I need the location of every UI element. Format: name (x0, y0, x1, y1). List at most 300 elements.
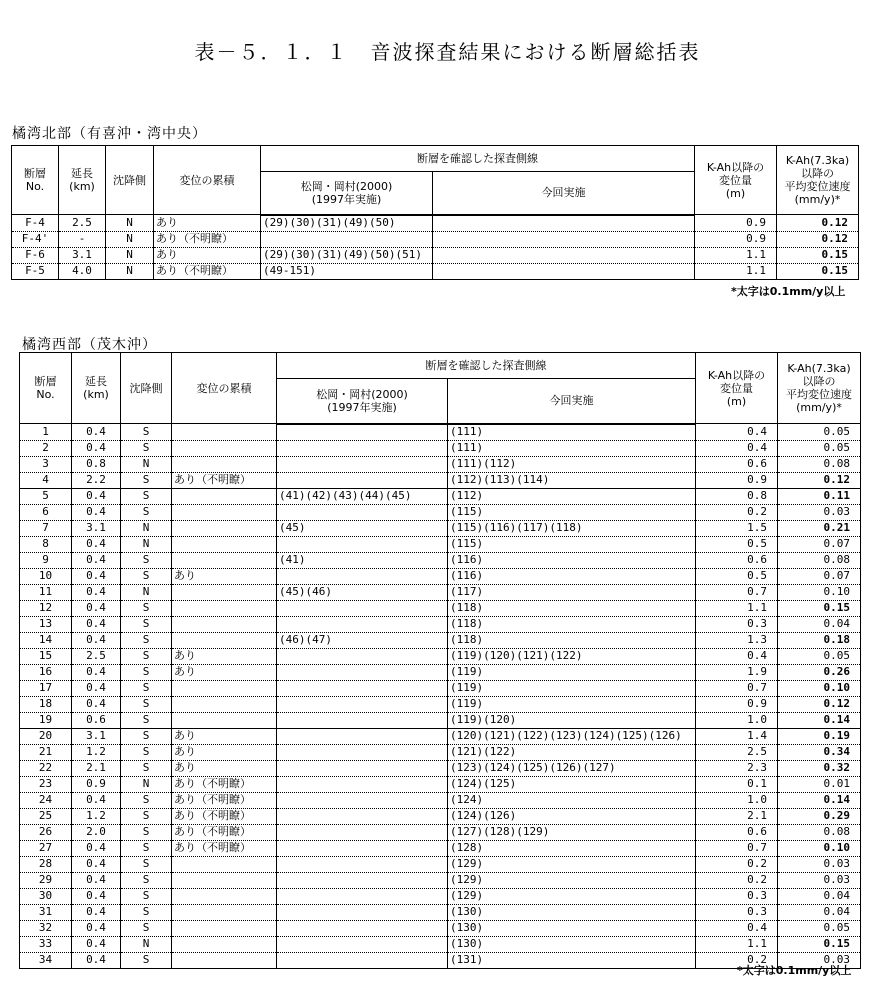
cell-prior-lines (277, 824, 448, 840)
table-row (20, 872, 861, 888)
cell-rate: 0.08 (778, 824, 861, 840)
cell-displacement: 2.5 (696, 744, 778, 760)
cell-displacement: 0.7 (696, 680, 778, 696)
cell-length: 0.4 (72, 632, 121, 648)
cell-accumulation: あり (172, 664, 277, 680)
table-row (20, 824, 861, 840)
cell-subsiding-side: S (121, 952, 172, 968)
cell-prior-lines (277, 536, 448, 552)
cell-accumulation (172, 600, 277, 616)
cell-subsiding-side: S (121, 424, 172, 441)
cell-length: 0.4 (72, 840, 121, 856)
cell-subsiding-side: N (121, 584, 172, 600)
cell-rate: 0.26 (778, 664, 861, 680)
cell-displacement: 0.3 (696, 616, 778, 632)
cell-length: 2.0 (72, 824, 121, 840)
cell-rate: 0.10 (778, 680, 861, 696)
cell-subsiding-side: S (121, 504, 172, 520)
table-row (20, 808, 861, 824)
cell-current-lines: (118) (448, 632, 696, 648)
cell-rate: 0.15 (777, 263, 859, 279)
header-side: 沈降側 (106, 146, 154, 215)
cell-fault-no: 11 (20, 584, 72, 600)
cell-prior-lines (277, 776, 448, 792)
cell-prior-lines (277, 472, 448, 488)
table-row (12, 215, 859, 232)
cell-current-lines: (117) (448, 584, 696, 600)
cell-accumulation: あり (154, 215, 261, 232)
cell-subsiding-side: S (121, 856, 172, 872)
cell-current-lines: (115)(116)(117)(118) (448, 520, 696, 536)
cell-current-lines (433, 215, 695, 232)
cell-accumulation: あり (172, 760, 277, 776)
cell-accumulation (172, 888, 277, 904)
cell-fault-no: 12 (20, 600, 72, 616)
table-row (12, 247, 859, 263)
cell-accumulation (172, 488, 277, 504)
cell-displacement: 0.7 (696, 840, 778, 856)
cell-fault-no: 2 (20, 440, 72, 456)
cell-displacement: 0.6 (696, 824, 778, 840)
cell-length: 0.4 (72, 536, 121, 552)
cell-current-lines: (127)(128)(129) (448, 824, 696, 840)
cell-accumulation: あり (172, 744, 277, 760)
cell-subsiding-side: S (121, 632, 172, 648)
cell-prior-lines: (45) (277, 520, 448, 536)
cell-subsiding-side: S (121, 696, 172, 712)
cell-displacement: 1.9 (696, 664, 778, 680)
cell-fault-no: 17 (20, 680, 72, 696)
cell-subsiding-side: S (121, 888, 172, 904)
table-row (12, 231, 859, 247)
cell-rate: 0.15 (777, 247, 859, 263)
cell-length: 0.4 (72, 600, 121, 616)
cell-displacement: 0.1 (696, 776, 778, 792)
cell-subsiding-side: S (121, 792, 172, 808)
cell-accumulation (172, 696, 277, 712)
cell-rate: 0.07 (778, 568, 861, 584)
cell-accumulation: あり（不明瞭） (154, 231, 261, 247)
cell-current-lines: (124) (448, 792, 696, 808)
cell-fault-no: 16 (20, 664, 72, 680)
cell-length: 0.4 (72, 440, 121, 456)
cell-rate: 0.03 (778, 872, 861, 888)
cell-fault-no: 27 (20, 840, 72, 856)
cell-fault-no: F-4 (12, 215, 59, 232)
header-current: 今回実施 (448, 379, 696, 424)
cell-current-lines: (115) (448, 504, 696, 520)
cell-length: 0.4 (72, 872, 121, 888)
cell-fault-no: 3 (20, 456, 72, 472)
cell-rate: 0.08 (778, 456, 861, 472)
cell-prior-lines (277, 840, 448, 856)
cell-subsiding-side: S (121, 600, 172, 616)
cell-displacement: 0.8 (696, 488, 778, 504)
cell-current-lines: (120)(121)(122)(123)(124)(125)(126) (448, 728, 696, 744)
cell-subsiding-side: S (121, 616, 172, 632)
cell-subsiding-side: N (121, 456, 172, 472)
cell-length: 0.4 (72, 680, 121, 696)
table-row (20, 600, 861, 616)
cell-rate: 0.03 (778, 856, 861, 872)
table-row (20, 728, 861, 744)
cell-fault-no: 5 (20, 488, 72, 504)
fault-table-west (19, 352, 861, 969)
header-side: 沈降側 (121, 353, 172, 424)
cell-subsiding-side: S (121, 568, 172, 584)
header-rate: K-Ah(7.3ka) 以降の 平均変位速度 (mm/y)* (777, 146, 859, 215)
cell-current-lines: (130) (448, 936, 696, 952)
table-row (20, 712, 861, 728)
cell-length: 1.2 (72, 744, 121, 760)
cell-prior-lines (277, 568, 448, 584)
cell-length: 4.0 (59, 263, 106, 279)
cell-current-lines: (116) (448, 568, 696, 584)
cell-length: 3.1 (59, 247, 106, 263)
cell-rate: 0.14 (778, 792, 861, 808)
cell-prior-lines (277, 872, 448, 888)
cell-fault-no: 13 (20, 616, 72, 632)
cell-subsiding-side: N (121, 536, 172, 552)
cell-rate: 0.07 (778, 536, 861, 552)
cell-displacement: 0.4 (696, 648, 778, 664)
cell-accumulation (172, 856, 277, 872)
cell-fault-no: F-6 (12, 247, 59, 263)
cell-fault-no: 14 (20, 632, 72, 648)
cell-rate: 0.05 (778, 920, 861, 936)
cell-current-lines: (129) (448, 872, 696, 888)
cell-displacement: 0.9 (695, 231, 777, 247)
cell-prior-lines: (29)(30)(31)(49)(50) (261, 215, 433, 232)
cell-length: 3.1 (72, 728, 121, 744)
cell-length: 0.4 (72, 584, 121, 600)
cell-length: 0.4 (72, 504, 121, 520)
cell-accumulation (172, 616, 277, 632)
cell-subsiding-side: S (121, 760, 172, 776)
cell-displacement: 0.7 (696, 584, 778, 600)
cell-fault-no: 25 (20, 808, 72, 824)
cell-rate: 0.21 (778, 520, 861, 536)
cell-current-lines: (112)(113)(114) (448, 472, 696, 488)
cell-prior-lines: (41) (277, 552, 448, 568)
cell-current-lines: (130) (448, 920, 696, 936)
cell-length: 0.4 (72, 920, 121, 936)
cell-displacement: 0.6 (696, 552, 778, 568)
table-row (20, 552, 861, 568)
cell-fault-no: 19 (20, 712, 72, 728)
cell-current-lines: (128) (448, 840, 696, 856)
cell-fault-no: 4 (20, 472, 72, 488)
cell-accumulation: あり (172, 568, 277, 584)
cell-displacement: 0.4 (696, 424, 778, 441)
cell-fault-no: 32 (20, 920, 72, 936)
table-row (20, 776, 861, 792)
cell-fault-no: 9 (20, 552, 72, 568)
table-row (20, 488, 861, 504)
cell-current-lines: (119)(120) (448, 712, 696, 728)
cell-prior-lines (277, 856, 448, 872)
header-disp: K-Ah以降の 変位量 (m) (695, 146, 777, 215)
cell-current-lines (433, 247, 695, 263)
cell-rate: 0.10 (778, 584, 861, 600)
page-title: 表－５．１．１ 音波探査結果における断層総括表 (194, 40, 701, 64)
table-row (20, 648, 861, 664)
cell-displacement: 0.3 (696, 904, 778, 920)
cell-displacement: 2.3 (696, 760, 778, 776)
cell-accumulation: あり（不明瞭） (172, 824, 277, 840)
header-length: 延長 (km) (72, 353, 121, 424)
cell-prior-lines (277, 424, 448, 441)
cell-subsiding-side: S (121, 904, 172, 920)
cell-prior-lines (277, 888, 448, 904)
cell-current-lines: (119) (448, 664, 696, 680)
table-row (20, 840, 861, 856)
cell-displacement: 0.2 (696, 504, 778, 520)
cell-subsiding-side: S (121, 728, 172, 744)
cell-accumulation: あり（不明瞭） (172, 472, 277, 488)
cell-current-lines: (129) (448, 888, 696, 904)
header-lines: 断層を確認した探査側線 (277, 353, 696, 379)
cell-current-lines: (119) (448, 696, 696, 712)
cell-length: 0.8 (72, 456, 121, 472)
cell-displacement: 1.5 (696, 520, 778, 536)
cell-rate: 0.29 (778, 808, 861, 824)
cell-fault-no: 28 (20, 856, 72, 872)
cell-prior-lines (277, 504, 448, 520)
cell-length: 0.4 (72, 424, 121, 441)
table-row (20, 456, 861, 472)
bold-note-west: *太字は0.1mm/y以上 (737, 964, 852, 977)
cell-fault-no: 15 (20, 648, 72, 664)
cell-subsiding-side: N (106, 231, 154, 247)
fault-table-north (11, 145, 859, 280)
cell-displacement: 0.2 (696, 856, 778, 872)
cell-prior-lines (277, 696, 448, 712)
table-row (20, 696, 861, 712)
cell-length: 2.5 (59, 215, 106, 232)
table-row (20, 888, 861, 904)
cell-rate: 0.01 (778, 776, 861, 792)
cell-rate: 0.15 (778, 936, 861, 952)
cell-rate: 0.10 (778, 840, 861, 856)
header-no: 断層 No. (20, 353, 72, 424)
cell-subsiding-side: S (121, 472, 172, 488)
cell-subsiding-side: S (121, 648, 172, 664)
cell-fault-no: 10 (20, 568, 72, 584)
cell-current-lines (433, 263, 695, 279)
cell-subsiding-side: S (121, 552, 172, 568)
cell-rate: 0.12 (778, 472, 861, 488)
table-row (12, 263, 859, 279)
cell-current-lines: (124)(126) (448, 808, 696, 824)
cell-accumulation (172, 536, 277, 552)
header-accum: 変位の累積 (154, 146, 261, 215)
cell-prior-lines (277, 456, 448, 472)
cell-prior-lines (277, 600, 448, 616)
cell-fault-no: 26 (20, 824, 72, 840)
table-row (20, 664, 861, 680)
cell-accumulation (172, 872, 277, 888)
cell-length: 0.4 (72, 568, 121, 584)
cell-prior-lines: (41)(42)(43)(44)(45) (277, 488, 448, 504)
cell-subsiding-side: N (121, 520, 172, 536)
cell-rate: 0.04 (778, 904, 861, 920)
cell-current-lines: (111) (448, 424, 696, 441)
section-title-west: 橘湾西部（茂木沖） (22, 337, 157, 353)
cell-prior-lines (277, 664, 448, 680)
cell-length: 0.4 (72, 952, 121, 968)
cell-accumulation (172, 680, 277, 696)
cell-fault-no: 22 (20, 760, 72, 776)
cell-rate: 0.34 (778, 744, 861, 760)
cell-accumulation: あり（不明瞭） (172, 776, 277, 792)
cell-displacement: 0.5 (696, 536, 778, 552)
table-row (20, 792, 861, 808)
cell-subsiding-side: S (121, 712, 172, 728)
cell-prior-lines (277, 808, 448, 824)
cell-displacement: 0.3 (696, 888, 778, 904)
cell-subsiding-side: N (121, 936, 172, 952)
table-row (20, 744, 861, 760)
cell-rate: 0.14 (778, 712, 861, 728)
cell-rate: 0.03 (778, 504, 861, 520)
cell-current-lines (433, 231, 695, 247)
cell-subsiding-side: N (121, 776, 172, 792)
header-prior: 松岡・岡村(2000) (1997年実施) (261, 172, 433, 215)
cell-current-lines: (118) (448, 600, 696, 616)
cell-accumulation (172, 424, 277, 441)
cell-rate: 0.11 (778, 488, 861, 504)
cell-current-lines: (116) (448, 552, 696, 568)
cell-subsiding-side: S (121, 808, 172, 824)
cell-rate: 0.05 (778, 648, 861, 664)
cell-accumulation (172, 920, 277, 936)
cell-fault-no: 30 (20, 888, 72, 904)
cell-current-lines: (111) (448, 440, 696, 456)
cell-rate: 0.08 (778, 552, 861, 568)
cell-displacement: 0.2 (696, 872, 778, 888)
cell-fault-no: 34 (20, 952, 72, 968)
table-row (20, 440, 861, 456)
cell-prior-lines (277, 728, 448, 744)
cell-current-lines: (121)(122) (448, 744, 696, 760)
table-row (20, 760, 861, 776)
cell-fault-no: 18 (20, 696, 72, 712)
cell-accumulation (172, 552, 277, 568)
cell-subsiding-side: S (121, 744, 172, 760)
cell-length: 0.4 (72, 696, 121, 712)
cell-accumulation: あり（不明瞭） (172, 840, 277, 856)
cell-prior-lines (277, 904, 448, 920)
cell-displacement: 1.0 (696, 712, 778, 728)
cell-length: 2.1 (72, 760, 121, 776)
cell-prior-lines: (46)(47) (277, 632, 448, 648)
cell-fault-no: F-5 (12, 263, 59, 279)
cell-accumulation: あり (172, 648, 277, 664)
table-row (20, 936, 861, 952)
bold-note-north: *太字は0.1mm/y以上 (731, 285, 846, 298)
cell-length: 0.4 (72, 488, 121, 504)
cell-displacement: 1.3 (696, 632, 778, 648)
cell-fault-no: 33 (20, 936, 72, 952)
cell-rate: 0.03 (778, 952, 861, 968)
cell-prior-lines (277, 680, 448, 696)
cell-prior-lines: (29)(30)(31)(49)(50)(51) (261, 247, 433, 263)
cell-prior-lines (277, 712, 448, 728)
cell-rate: 0.05 (778, 424, 861, 441)
cell-displacement: 1.4 (696, 728, 778, 744)
cell-subsiding-side: S (121, 680, 172, 696)
cell-subsiding-side: S (121, 824, 172, 840)
cell-accumulation (172, 904, 277, 920)
cell-current-lines: (118) (448, 616, 696, 632)
cell-prior-lines (277, 616, 448, 632)
cell-fault-no: 8 (20, 536, 72, 552)
cell-subsiding-side: S (121, 664, 172, 680)
table-row (20, 616, 861, 632)
table-row (20, 568, 861, 584)
cell-accumulation (172, 504, 277, 520)
cell-rate: 0.05 (778, 440, 861, 456)
cell-length: - (59, 231, 106, 247)
cell-accumulation: あり（不明瞭） (172, 808, 277, 824)
cell-fault-no: 7 (20, 520, 72, 536)
header-accum: 変位の累積 (172, 353, 277, 424)
cell-length: 0.4 (72, 936, 121, 952)
cell-displacement: 0.4 (696, 440, 778, 456)
cell-current-lines: (129) (448, 856, 696, 872)
cell-subsiding-side: S (121, 488, 172, 504)
cell-displacement: 0.2 (696, 952, 778, 968)
cell-displacement: 0.6 (696, 456, 778, 472)
cell-displacement: 0.9 (696, 472, 778, 488)
cell-rate: 0.04 (778, 616, 861, 632)
header-lines: 断層を確認した探査側線 (261, 146, 695, 172)
cell-current-lines: (115) (448, 536, 696, 552)
table-row (20, 584, 861, 600)
header-disp: K-Ah以降の 変位量 (m) (696, 353, 778, 424)
cell-fault-no: 21 (20, 744, 72, 760)
cell-length: 1.2 (72, 808, 121, 824)
cell-length: 0.6 (72, 712, 121, 728)
cell-current-lines: (112) (448, 488, 696, 504)
cell-length: 2.2 (72, 472, 121, 488)
cell-current-lines: (131) (448, 952, 696, 968)
cell-subsiding-side: S (121, 920, 172, 936)
cell-displacement: 1.1 (696, 600, 778, 616)
cell-length: 3.1 (72, 520, 121, 536)
cell-length: 2.5 (72, 648, 121, 664)
table-row (20, 920, 861, 936)
cell-length: 0.9 (72, 776, 121, 792)
cell-prior-lines (261, 231, 433, 247)
cell-prior-lines (277, 440, 448, 456)
cell-length: 0.4 (72, 904, 121, 920)
cell-accumulation: あり（不明瞭） (154, 263, 261, 279)
cell-accumulation (172, 936, 277, 952)
cell-displacement: 2.1 (696, 808, 778, 824)
table-row (20, 680, 861, 696)
cell-displacement: 1.0 (696, 792, 778, 808)
cell-prior-lines (277, 952, 448, 968)
cell-current-lines: (111)(112) (448, 456, 696, 472)
cell-prior-lines (277, 760, 448, 776)
cell-subsiding-side: N (106, 215, 154, 232)
section-title-north: 橘湾北部（有喜沖・湾中央） (12, 126, 207, 142)
cell-subsiding-side: S (121, 440, 172, 456)
cell-accumulation (172, 440, 277, 456)
cell-prior-lines (277, 744, 448, 760)
